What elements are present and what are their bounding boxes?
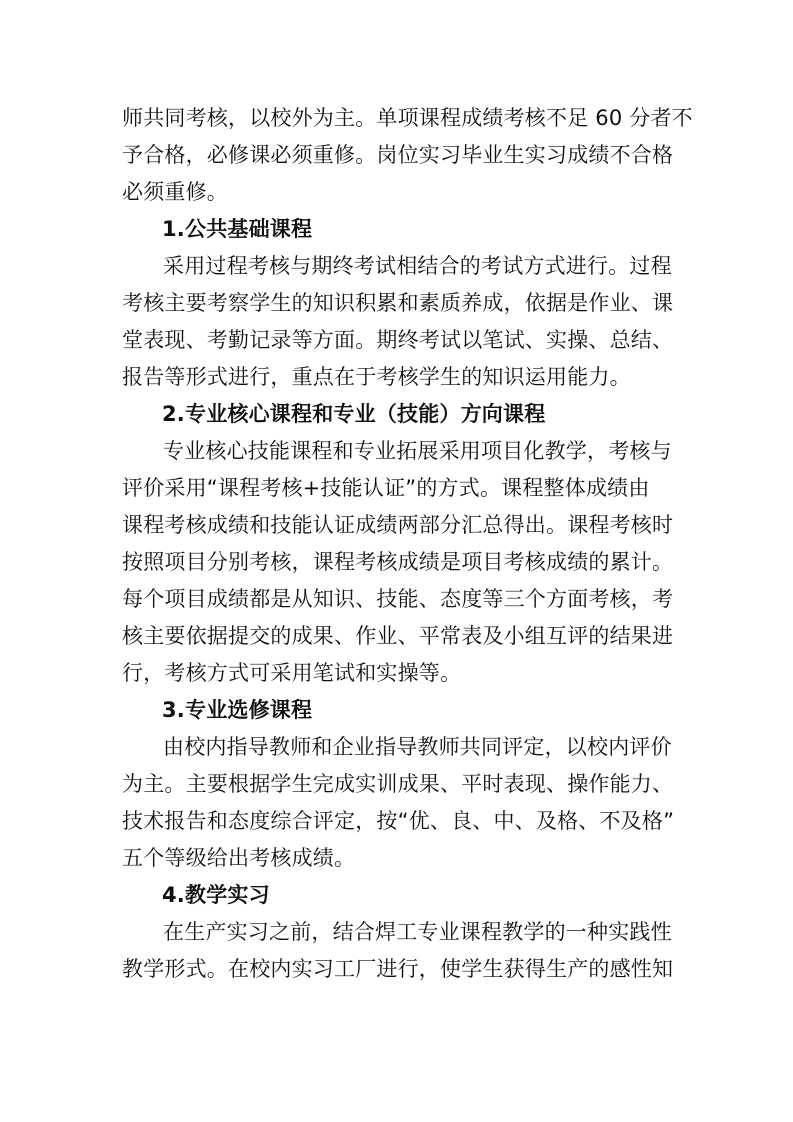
- paragraph-line: 报告等形式进行，重点在于考核学生的知识运用能力。: [122, 365, 631, 389]
- section-heading-electives: 3.专业选修课程: [162, 698, 313, 722]
- paragraph-line: 每个项目成绩都是从知识、技能、态度等三个方面考核，考: [122, 587, 674, 611]
- section-heading-core-courses: 2.专业核心课程和专业（技能）方向课程: [162, 402, 546, 426]
- paragraph-line: 评价采用“课程考核+技能认证”的方式。课程整体成绩由: [122, 476, 650, 500]
- paragraph-line: 为主。主要根据学生完成实训成果、平时表现、操作能力、: [122, 772, 674, 796]
- paragraph-line: 堂表现、考勤记录等方面。期终考试以笔试、实操、总结、: [122, 328, 674, 352]
- section-heading-teaching-internship: 4.教学实习: [162, 883, 270, 907]
- paragraph-line: 核主要依据提交的成果、作业、平常表及小组互评的结果进: [122, 624, 674, 648]
- paragraph-line: 课程考核成绩和技能认证成绩两部分汇总得出。课程考核时: [122, 513, 674, 537]
- paragraph-line: 予合格，必修课必须重修。岗位实习毕业生实习成绩不合格: [122, 143, 674, 167]
- paragraph-line: 五个等级给出考核成绩。: [122, 846, 356, 870]
- paragraph-line: 技术报告和态度综合评定，按“优、良、中、及格、不及格”: [122, 809, 675, 833]
- paragraph-line: 采用过程考核与期终考试相结合的考试方式进行。过程: [163, 254, 672, 278]
- paragraph-line: 师共同考核，以校外为主。单项课程成绩考核不足 60 分者不: [122, 106, 693, 130]
- paragraph-line: 按照项目分别考核，课程考核成绩是项目考核成绩的累计。: [122, 550, 674, 574]
- paragraph-line: 专业核心技能课程和专业拓展采用项目化教学，考核与: [163, 439, 672, 463]
- paragraph-line: 考核主要考察学生的知识积累和素质养成，依据是作业、课: [122, 291, 674, 315]
- section-heading-public-basic: 1.公共基础课程: [162, 217, 313, 241]
- paragraph-line: 由校内指导教师和企业指导教师共同评定，以校内评价: [163, 735, 672, 759]
- paragraph-line: 必须重修。: [122, 180, 228, 204]
- paragraph-line: 在生产实习之前，结合焊工专业课程教学的一种实践性: [163, 920, 672, 944]
- paragraph-line: 行，考核方式可采用笔试和实操等。: [122, 661, 462, 685]
- paragraph-line: 教学形式。在校内实习工厂进行，使学生获得生产的感性知: [122, 957, 674, 981]
